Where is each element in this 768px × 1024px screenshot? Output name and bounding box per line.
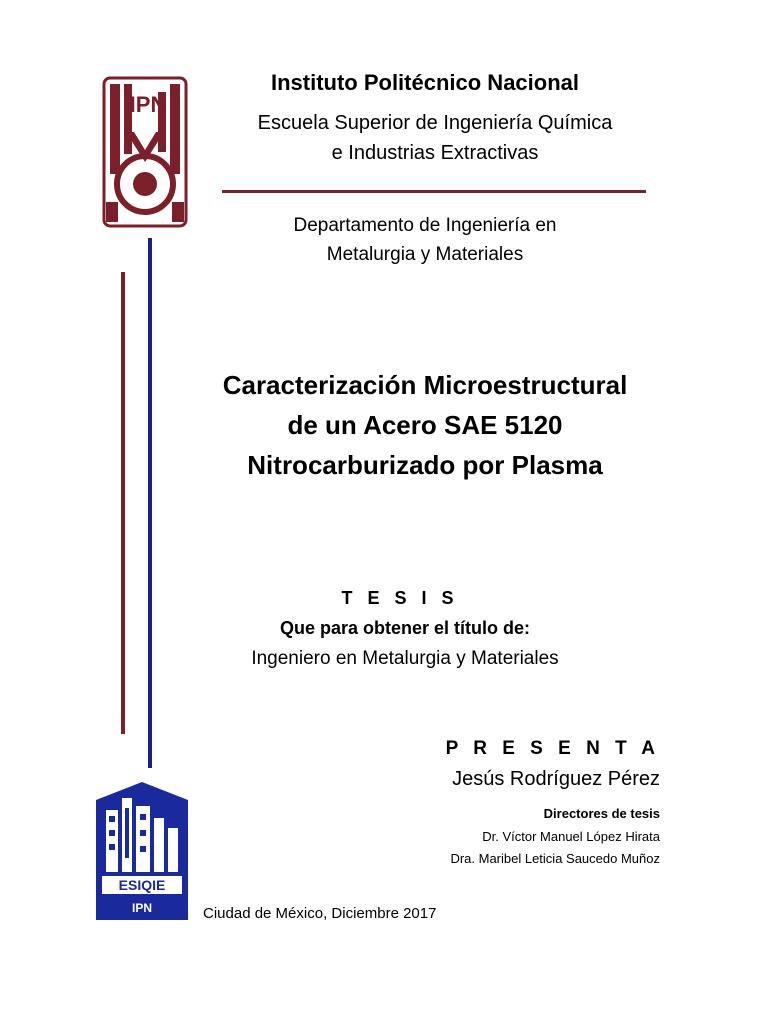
vertical-bar-guinda — [121, 272, 125, 734]
school-name-line2: e Industrias Extractivas — [331, 142, 539, 164]
department-line1: Departamento de Ingeniería en — [293, 215, 557, 236]
esiqie-logo-subtext: IPN — [131, 901, 153, 915]
presenta-label: P R E S E N T A — [445, 738, 660, 759]
esiqie-logo-text: ESIQIE — [118, 877, 166, 893]
esiqie-logo — [92, 780, 192, 922]
director-1: Dr. Víctor Manuel López Hirata — [482, 829, 660, 844]
ipn-logo-text: IPN — [129, 92, 167, 117]
header-divider — [222, 190, 646, 193]
ipn-logo — [96, 72, 194, 232]
thesis-title-line1: Caracterización Microestructural — [222, 370, 628, 400]
director-2: Dra. Maribel Leticia Saucedo Muñoz — [450, 851, 660, 866]
degree-title: Ingeniero en Metalurgia y Materiales — [251, 648, 559, 669]
thesis-title-line3: Nitrocarburizado por Plasma — [247, 450, 603, 480]
institution-name: Instituto Politécnico Nacional — [270, 70, 580, 95]
thesis-label: T E S I S — [341, 588, 459, 608]
department-line2: Metalurgia y Materiales — [326, 244, 524, 265]
thesis-subtitle: Que para obtener el título de: — [279, 618, 531, 638]
author-name: Jesús Rodríguez Pérez — [452, 768, 660, 790]
thesis-title-line2: de un Acero SAE 5120 — [287, 410, 563, 440]
place-and-date: Ciudad de México, Diciembre 2017 — [203, 905, 437, 922]
directors-label: Directores de tesis — [543, 806, 660, 821]
school-name-line1: Escuela Superior de Ingeniería Química — [257, 112, 613, 134]
vertical-bar-blue — [148, 238, 152, 768]
